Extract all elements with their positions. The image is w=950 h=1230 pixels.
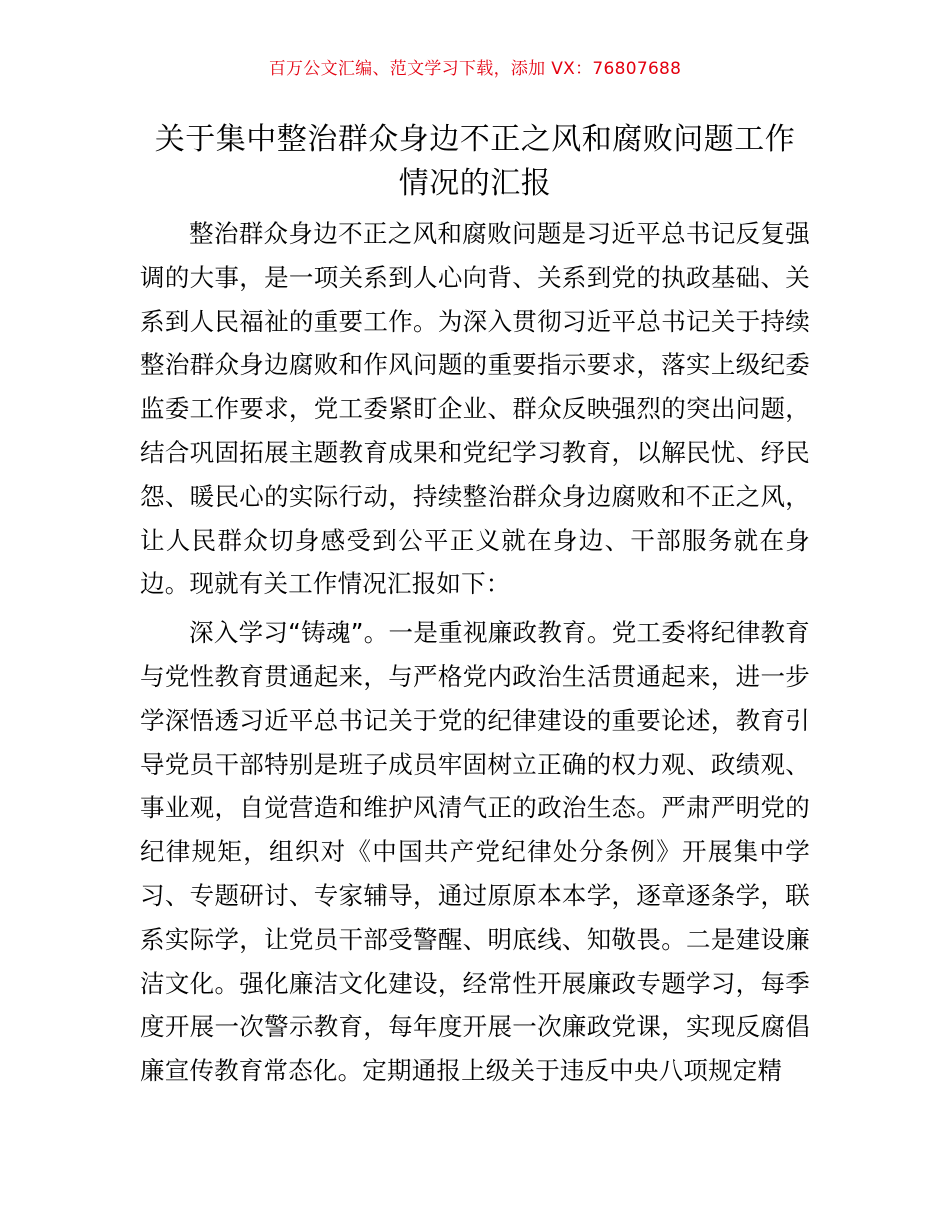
watermark-banner: 百万公文汇编、范文学习下载，添加 VX：76807688 bbox=[268, 59, 682, 79]
body-paragraph-1: 整治群众身边不正之风和腐败问题是习近平总书记反复强调的大事，是一项关系到人心向背、关系到党的执政基础、关系到人民福祉的重要工作。为深入贯彻习近平总书记关于持续整治群众身边腐败和作风问题的重要指示要求，落实上级纪委监委工作要求，党工委紧盯企业、群众反映强烈的突出问题，结合巩固拓展主题教育成果和党纪学习教育，以解民忧、纾民怨、暖民心的实际行动，持续整治群众身边腐败和不正之风，让人民群众切身感受到公平正义就在身边、干部服务就在身边。现就有关工作情况汇报如下： bbox=[140, 219, 810, 599]
document-title: 关于集中整治群众身边不正之风和腐败问题工作情况的汇报 bbox=[154, 122, 796, 201]
body-paragraph-2: 深入学习“铸魂”。一是重视廉政教育。党工委将纪律教育与党性教育贯通起来，与严格党内政治生活贯通起来，进一步学深悟透习近平总书记关于党的纪律建设的重要论述，教育引导党员干部特别是班子成员牢固树立正确的权力观、政绩观、事业观，自觉营造和维护风清气正的政治生态。严肃严明党的纪律规矩，组织对《中国共产党纪律处分条例》开展集中学习、专题研讨、专家辅导，通过原原本本学，逐章逐条学，联系实际学，让党员干部受警醒、明底线、知敬畏。二是建设廉洁文化。强化廉洁文化建设，经常性开展廉政专题学习，每季度开展一次警示教育，每年度开展一次廉政党课，实现反腐倡廉宣传教育常态化。定期通报上级关于违反中央八项规定精 bbox=[140, 618, 810, 1086]
document-body bbox=[140, 212, 810, 1098]
